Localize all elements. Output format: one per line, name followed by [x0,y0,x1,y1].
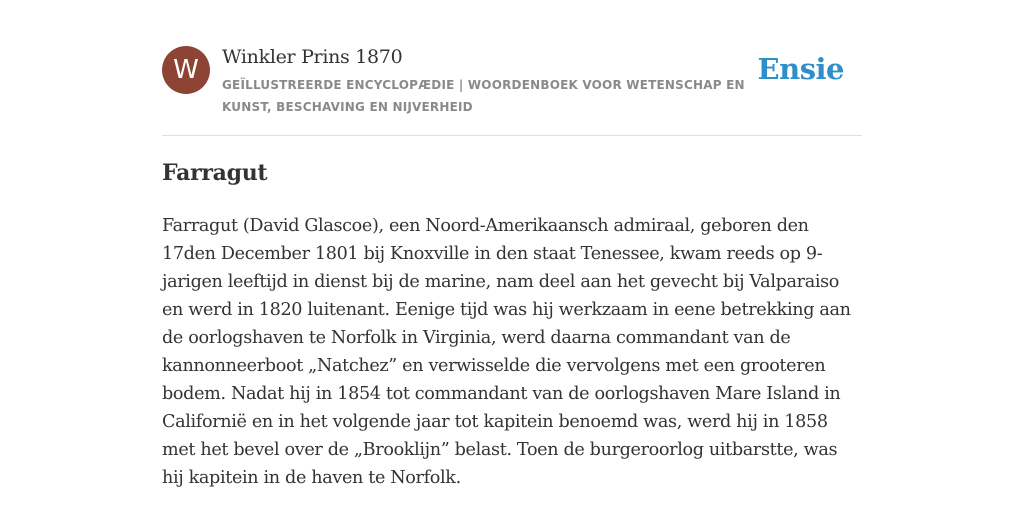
article-title: Farragut [162,160,268,186]
source-title[interactable]: Winkler Prins 1870 [222,46,403,68]
article-body: Farragut (David Glascoe), een Noord-Amerikaansch admiraal, geboren den 17den December 1801 bij Knoxville in den staat Tenessee, kwam reeds op 9-jarigen leeftijd in dienst bij de marine, nam deel aan het gevecht bij Valparaiso en werd in 1820 luitenant. Eenige tijd was hij werkzaam in eene betrekking aan de oorlogshaven te Norfolk in Virginia, werd daarna commandant van de kannonneerboot „Natchez” en verwisselde die vervolgens met een grooteren bodem. Nadat hij in 1854 tot commandant van de oorlogshaven Mare Island in Californië en in het volgende jaar tot kapitein benoemd was, werd hij in 1858 met het bevel over de „Brooklijn” belast. Toen de burgeroorlog uitbarstte, was hij kapitein in de haven te Norfolk. [162,216,851,488]
ensie-logo-link[interactable]: Ensie [757,52,844,86]
source-header [162,46,862,136]
source-avatar[interactable]: W [162,46,210,94]
source-subtitle: GEÏLLUSTREERDE ENCYCLOPÆDIE | WOORDENBOEK VOOR WETENSCHAP EN KUNST, BESCHAVING EN NIJVERHEID [222,78,745,114]
